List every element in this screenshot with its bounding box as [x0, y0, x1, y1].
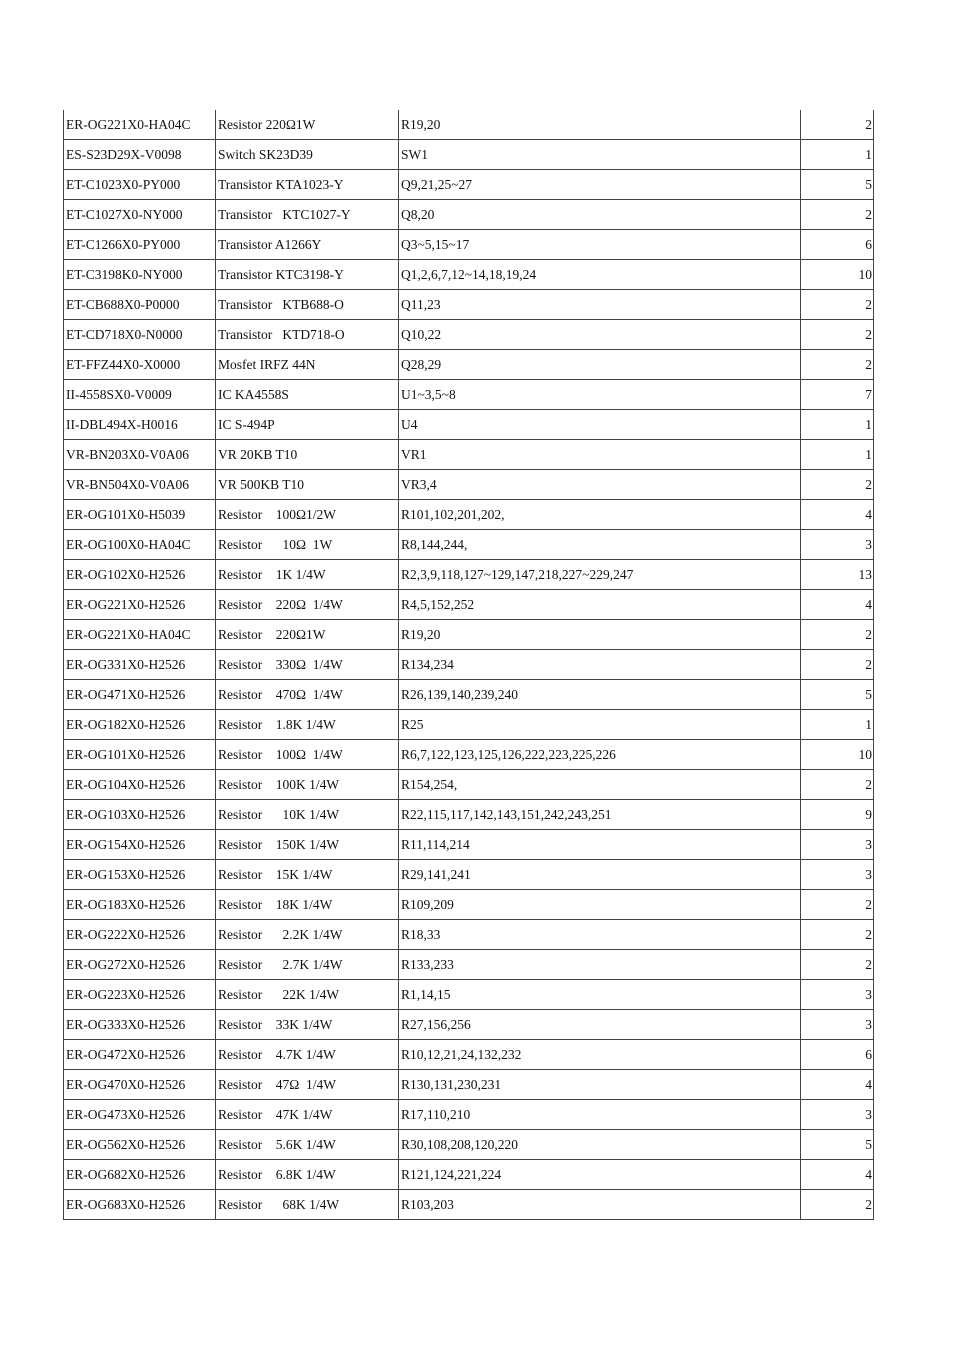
description-cell: VR 20KB T10: [216, 440, 399, 470]
reference-cell: R154,254,: [399, 770, 801, 800]
reference-cell: R133,233: [399, 950, 801, 980]
reference-cell: U1~3,5~8: [399, 380, 801, 410]
quantity-cell: 3: [801, 830, 874, 860]
description-cell: Resistor 1.8K 1/4W: [216, 710, 399, 740]
reference-cell: R4,5,152,252: [399, 590, 801, 620]
description-cell: Resistor 47Ω 1/4W: [216, 1070, 399, 1100]
reference-cell: R130,131,230,231: [399, 1070, 801, 1100]
reference-cell: R1,14,15: [399, 980, 801, 1010]
description-cell: Mosfet IRFZ 44N: [216, 350, 399, 380]
reference-cell: R109,209: [399, 890, 801, 920]
part-number-cell: ER-OG102X0-H2526: [64, 560, 216, 590]
reference-cell: Q3~5,15~17: [399, 230, 801, 260]
reference-cell: R30,108,208,120,220: [399, 1130, 801, 1160]
part-number-cell: ER-OG101X0-H2526: [64, 740, 216, 770]
description-cell: Resistor 18K 1/4W: [216, 890, 399, 920]
description-cell: Resistor 68K 1/4W: [216, 1190, 399, 1220]
reference-cell: U4: [399, 410, 801, 440]
table-row: [64, 1100, 874, 1130]
quantity-cell: 4: [801, 1160, 874, 1190]
parts-list-body: [64, 110, 874, 1220]
part-number-cell: ER-OG473X0-H2526: [64, 1100, 216, 1130]
description-cell: Resistor 100Ω1/2W: [216, 500, 399, 530]
description-cell: Transistor A1266Y: [216, 230, 399, 260]
description-cell: Resistor 220Ω1W: [216, 110, 399, 140]
table-row: [64, 140, 874, 170]
description-cell: Transistor KTC1027-Y: [216, 200, 399, 230]
quantity-cell: 4: [801, 1070, 874, 1100]
quantity-cell: 5: [801, 1130, 874, 1160]
reference-cell: R25: [399, 710, 801, 740]
table-row: [64, 320, 874, 350]
table-row: [64, 110, 874, 140]
description-cell: Resistor 2.7K 1/4W: [216, 950, 399, 980]
reference-cell: R19,20: [399, 110, 801, 140]
reference-cell: R134,234: [399, 650, 801, 680]
part-number-cell: ER-OG221X0-HA04C: [64, 620, 216, 650]
description-cell: Transistor KTA1023-Y: [216, 170, 399, 200]
part-number-cell: ER-OG223X0-H2526: [64, 980, 216, 1010]
reference-cell: Q9,21,25~27: [399, 170, 801, 200]
table-row: [64, 500, 874, 530]
table-row: [64, 920, 874, 950]
quantity-cell: 2: [801, 620, 874, 650]
part-number-cell: VR-BN203X0-V0A06: [64, 440, 216, 470]
table-row: [64, 800, 874, 830]
table-row: [64, 530, 874, 560]
part-number-cell: ET-CD718X0-N0000: [64, 320, 216, 350]
reference-cell: R22,115,117,142,143,151,242,243,251: [399, 800, 801, 830]
part-number-cell: II-4558SX0-V0009: [64, 380, 216, 410]
part-number-cell: ER-OG272X0-H2526: [64, 950, 216, 980]
quantity-cell: 2: [801, 650, 874, 680]
table-row: [64, 770, 874, 800]
part-number-cell: ER-OG182X0-H2526: [64, 710, 216, 740]
reference-cell: Q10,22: [399, 320, 801, 350]
description-cell: Resistor 22K 1/4W: [216, 980, 399, 1010]
reference-cell: R10,12,21,24,132,232: [399, 1040, 801, 1070]
table-row: [64, 350, 874, 380]
table-row: [64, 560, 874, 590]
quantity-cell: 1: [801, 410, 874, 440]
quantity-cell: 1: [801, 440, 874, 470]
part-number-cell: ER-OG222X0-H2526: [64, 920, 216, 950]
table-row: [64, 1160, 874, 1190]
part-number-cell: ET-CB688X0-P0000: [64, 290, 216, 320]
quantity-cell: 2: [801, 470, 874, 500]
reference-cell: R2,3,9,118,127~129,147,218,227~229,247: [399, 560, 801, 590]
description-cell: Resistor 220Ω1W: [216, 620, 399, 650]
table-row: [64, 830, 874, 860]
table-row: [64, 980, 874, 1010]
quantity-cell: 6: [801, 1040, 874, 1070]
reference-cell: R103,203: [399, 1190, 801, 1220]
description-cell: Resistor 1K 1/4W: [216, 560, 399, 590]
reference-cell: R29,141,241: [399, 860, 801, 890]
part-number-cell: ER-OG101X0-H5039: [64, 500, 216, 530]
table-row: [64, 860, 874, 890]
quantity-cell: 2: [801, 200, 874, 230]
part-number-cell: ER-OG683X0-H2526: [64, 1190, 216, 1220]
quantity-cell: 7: [801, 380, 874, 410]
quantity-cell: 2: [801, 890, 874, 920]
part-number-cell: ER-OG103X0-H2526: [64, 800, 216, 830]
quantity-cell: 2: [801, 110, 874, 140]
part-number-cell: ER-OG471X0-H2526: [64, 680, 216, 710]
quantity-cell: 2: [801, 1190, 874, 1220]
description-cell: Resistor 330Ω 1/4W: [216, 650, 399, 680]
part-number-cell: ER-OG221X0-HA04C: [64, 110, 216, 140]
quantity-cell: 5: [801, 680, 874, 710]
description-cell: Resistor 10K 1/4W: [216, 800, 399, 830]
description-cell: Resistor 220Ω 1/4W: [216, 590, 399, 620]
quantity-cell: 2: [801, 950, 874, 980]
table-row: [64, 380, 874, 410]
part-number-cell: ES-S23D29X-V0098: [64, 140, 216, 170]
table-row: [64, 620, 874, 650]
description-cell: Transistor KTC3198-Y: [216, 260, 399, 290]
reference-cell: R11,114,214: [399, 830, 801, 860]
reference-cell: Q1,2,6,7,12~14,18,19,24: [399, 260, 801, 290]
description-cell: Resistor 2.2K 1/4W: [216, 920, 399, 950]
part-number-cell: ER-OG104X0-H2526: [64, 770, 216, 800]
description-cell: Resistor 33K 1/4W: [216, 1010, 399, 1040]
reference-cell: SW1: [399, 140, 801, 170]
part-number-cell: ER-OG472X0-H2526: [64, 1040, 216, 1070]
part-number-cell: ET-C1023X0-PY000: [64, 170, 216, 200]
table-row: [64, 170, 874, 200]
table-row: [64, 1010, 874, 1040]
quantity-cell: 1: [801, 140, 874, 170]
quantity-cell: 6: [801, 230, 874, 260]
quantity-cell: 3: [801, 980, 874, 1010]
quantity-cell: 2: [801, 770, 874, 800]
description-cell: Resistor 47K 1/4W: [216, 1100, 399, 1130]
reference-cell: R121,124,221,224: [399, 1160, 801, 1190]
part-number-cell: ET-C1027X0-NY000: [64, 200, 216, 230]
part-number-cell: ET-C1266X0-PY000: [64, 230, 216, 260]
part-number-cell: ER-OG331X0-H2526: [64, 650, 216, 680]
reference-cell: R6,7,122,123,125,126,222,223,225,226: [399, 740, 801, 770]
table-row: [64, 740, 874, 770]
part-number-cell: ER-OG682X0-H2526: [64, 1160, 216, 1190]
reference-cell: R19,20: [399, 620, 801, 650]
description-cell: VR 500KB T10: [216, 470, 399, 500]
quantity-cell: 10: [801, 260, 874, 290]
part-number-cell: ER-OG562X0-H2526: [64, 1130, 216, 1160]
quantity-cell: 4: [801, 590, 874, 620]
table-row: [64, 230, 874, 260]
quantity-cell: 1: [801, 710, 874, 740]
description-cell: Resistor 470Ω 1/4W: [216, 680, 399, 710]
parts-list-table: [63, 110, 874, 1220]
part-number-cell: ER-OG333X0-H2526: [64, 1010, 216, 1040]
part-number-cell: ER-OG183X0-H2526: [64, 890, 216, 920]
table-row: [64, 1070, 874, 1100]
reference-cell: VR1: [399, 440, 801, 470]
description-cell: Resistor 150K 1/4W: [216, 830, 399, 860]
table-row: [64, 290, 874, 320]
quantity-cell: 3: [801, 1010, 874, 1040]
table-row: [64, 680, 874, 710]
quantity-cell: 2: [801, 290, 874, 320]
description-cell: IC S-494P: [216, 410, 399, 440]
quantity-cell: 3: [801, 860, 874, 890]
table-row: [64, 440, 874, 470]
part-number-cell: ER-OG154X0-H2526: [64, 830, 216, 860]
quantity-cell: 2: [801, 320, 874, 350]
description-cell: Resistor 5.6K 1/4W: [216, 1130, 399, 1160]
reference-cell: Q11,23: [399, 290, 801, 320]
quantity-cell: 9: [801, 800, 874, 830]
table-row: [64, 590, 874, 620]
part-number-cell: ER-OG153X0-H2526: [64, 860, 216, 890]
reference-cell: R27,156,256: [399, 1010, 801, 1040]
table-row: [64, 950, 874, 980]
table-row: [64, 890, 874, 920]
reference-cell: R18,33: [399, 920, 801, 950]
part-number-cell: II-DBL494X-H0016: [64, 410, 216, 440]
part-number-cell: ER-OG221X0-H2526: [64, 590, 216, 620]
description-cell: Switch SK23D39: [216, 140, 399, 170]
description-cell: Resistor 15K 1/4W: [216, 860, 399, 890]
part-number-cell: VR-BN504X0-V0A06: [64, 470, 216, 500]
table-row: [64, 470, 874, 500]
quantity-cell: 5: [801, 170, 874, 200]
quantity-cell: 4: [801, 500, 874, 530]
reference-cell: R8,144,244,: [399, 530, 801, 560]
description-cell: Resistor 100K 1/4W: [216, 770, 399, 800]
table-row: [64, 710, 874, 740]
part-number-cell: ER-OG470X0-H2526: [64, 1070, 216, 1100]
description-cell: Transistor KTD718-O: [216, 320, 399, 350]
description-cell: Resistor 6.8K 1/4W: [216, 1160, 399, 1190]
description-cell: Resistor 4.7K 1/4W: [216, 1040, 399, 1070]
quantity-cell: 2: [801, 920, 874, 950]
part-number-cell: ER-OG100X0-HA04C: [64, 530, 216, 560]
description-cell: Resistor 100Ω 1/4W: [216, 740, 399, 770]
table-row: [64, 200, 874, 230]
table-row: [64, 1130, 874, 1160]
table-row: [64, 260, 874, 290]
reference-cell: R101,102,201,202,: [399, 500, 801, 530]
table-row: [64, 410, 874, 440]
reference-cell: R26,139,140,239,240: [399, 680, 801, 710]
table-row: [64, 1040, 874, 1070]
reference-cell: VR3,4: [399, 470, 801, 500]
reference-cell: Q28,29: [399, 350, 801, 380]
quantity-cell: 3: [801, 530, 874, 560]
quantity-cell: 13: [801, 560, 874, 590]
part-number-cell: ET-C3198K0-NY000: [64, 260, 216, 290]
table-row: [64, 650, 874, 680]
quantity-cell: 2: [801, 350, 874, 380]
quantity-cell: 3: [801, 1100, 874, 1130]
description-cell: Transistor KTB688-O: [216, 290, 399, 320]
reference-cell: Q8,20: [399, 200, 801, 230]
quantity-cell: 10: [801, 740, 874, 770]
description-cell: IC KA4558S: [216, 380, 399, 410]
description-cell: Resistor 10Ω 1W: [216, 530, 399, 560]
part-number-cell: ET-FFZ44X0-X0000: [64, 350, 216, 380]
table-row: [64, 1190, 874, 1220]
reference-cell: R17,110,210: [399, 1100, 801, 1130]
